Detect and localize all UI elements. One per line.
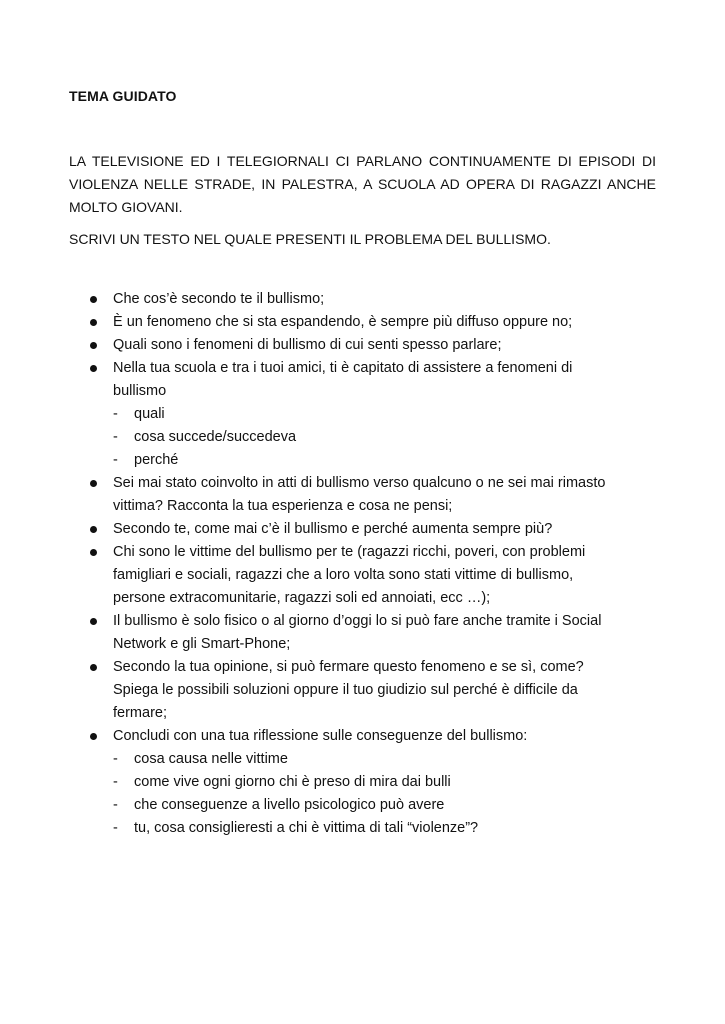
sub-question-item	[113, 403, 670, 426]
question-line: Che cos’è secondo te il bullismo;	[113, 291, 325, 307]
sub-question-text: tu, cosa consiglieresti a chi è vittima di tali “violenze”?	[134, 820, 479, 836]
question-item	[90, 518, 670, 541]
question-item	[90, 357, 670, 472]
sub-question-text: che conseguenze a livello psicologico può avere	[134, 797, 445, 813]
dash-marker: -	[113, 751, 118, 767]
question-line: Il bullismo è solo fisico o al giorno d’oggi lo si può fare anche tramite i Social	[113, 613, 602, 629]
document-title: TEMA GUIDATO	[69, 88, 177, 104]
question-item	[90, 541, 670, 610]
question-line: Quali sono i fenomeni di bullismo di cui senti spesso parlare;	[113, 337, 502, 353]
question-item	[90, 288, 670, 311]
sub-question-item	[113, 771, 670, 794]
dash-marker: -	[113, 797, 118, 813]
dash-marker: -	[113, 820, 118, 836]
sub-question-text: quali	[134, 406, 165, 422]
question-line: Sei mai stato coinvolto in atti di bullismo verso qualcuno o ne sei mai rimasto	[113, 475, 606, 491]
bullet-icon	[90, 296, 97, 303]
sub-question-text: come vive ogni giorno chi è preso di mira dai bulli	[134, 774, 451, 790]
dash-marker: -	[113, 774, 118, 790]
question-line: È un fenomeno che si sta espandendo, è sempre più diffuso oppure no;	[113, 314, 573, 330]
question-line: vittima? Racconta la tua esperienza e cosa ne pensi;	[113, 498, 453, 514]
question-item	[90, 656, 670, 725]
question-line: bullismo	[113, 383, 167, 399]
question-line: Secondo te, come mai c’è il bullismo e perché aumenta sempre più?	[113, 521, 553, 537]
question-line: Chi sono le vittime del bullismo per te (ragazzi ricchi, poveri, con problemi	[113, 544, 586, 560]
intro-line: VIOLENZA NELLE STRADE, IN PALESTRA, A SCUOLA AD OPERA DI RAGAZZI ANCHE	[69, 176, 656, 192]
question-line: Spiega le possibili soluzioni oppure il tuo giudizio sul perché è difficile da	[113, 682, 578, 698]
bullet-icon	[90, 733, 97, 740]
bullet-icon	[90, 319, 97, 326]
dash-marker: -	[113, 406, 118, 422]
sub-question-item	[113, 748, 670, 771]
bullet-icon	[90, 480, 97, 487]
bullet-icon	[90, 365, 97, 372]
question-line: Secondo la tua opinione, si può fermare questo fenomeno e se sì, come?	[113, 659, 584, 675]
intro-paragraph	[69, 150, 656, 219]
question-line: fermare;	[113, 705, 167, 721]
question-item	[90, 610, 670, 656]
dash-marker: -	[113, 452, 118, 468]
question-item	[90, 334, 670, 357]
sub-question-list	[113, 748, 670, 840]
bullet-icon	[90, 526, 97, 533]
bullet-icon	[90, 549, 97, 556]
sub-question-item	[113, 426, 670, 449]
intro-line: MOLTO GIOVANI.	[69, 199, 183, 215]
sub-question-item	[113, 817, 670, 840]
bullet-icon	[90, 342, 97, 349]
sub-question-text: cosa succede/succedeva	[134, 429, 297, 445]
instruction-text: SCRIVI UN TESTO NEL QUALE PRESENTI IL PROBLEMA DEL BULLISMO.	[69, 231, 551, 247]
question-line: Network e gli Smart-Phone;	[113, 636, 291, 652]
sub-question-text: cosa causa nelle vittime	[134, 751, 288, 767]
dash-marker: -	[113, 429, 118, 445]
intro-line: LA TELEVISIONE ED I TELEGIORNALI CI PARLANO CONTINUAMENTE DI EPISODI DI	[69, 153, 656, 169]
bullet-icon	[90, 618, 97, 625]
question-item	[90, 472, 670, 518]
question-line: persone extracomunitarie, ragazzi soli ed annoiati, ecc …);	[113, 590, 491, 606]
question-line: Concludi con una tua riflessione sulle conseguenze del bullismo:	[113, 728, 528, 744]
question-item	[90, 725, 670, 840]
question-list	[90, 288, 670, 840]
question-item	[90, 311, 670, 334]
question-line: famigliari e sociali, ragazzi che a loro volta sono stati vittime di bullismo,	[113, 567, 574, 583]
sub-question-item	[113, 449, 670, 472]
sub-question-text: perché	[134, 452, 179, 468]
bullet-icon	[90, 664, 97, 671]
sub-question-item	[113, 794, 670, 817]
question-line: Nella tua scuola e tra i tuoi amici, ti è capitato di assistere a fenomeni di	[113, 360, 573, 376]
sub-question-list	[113, 403, 670, 472]
